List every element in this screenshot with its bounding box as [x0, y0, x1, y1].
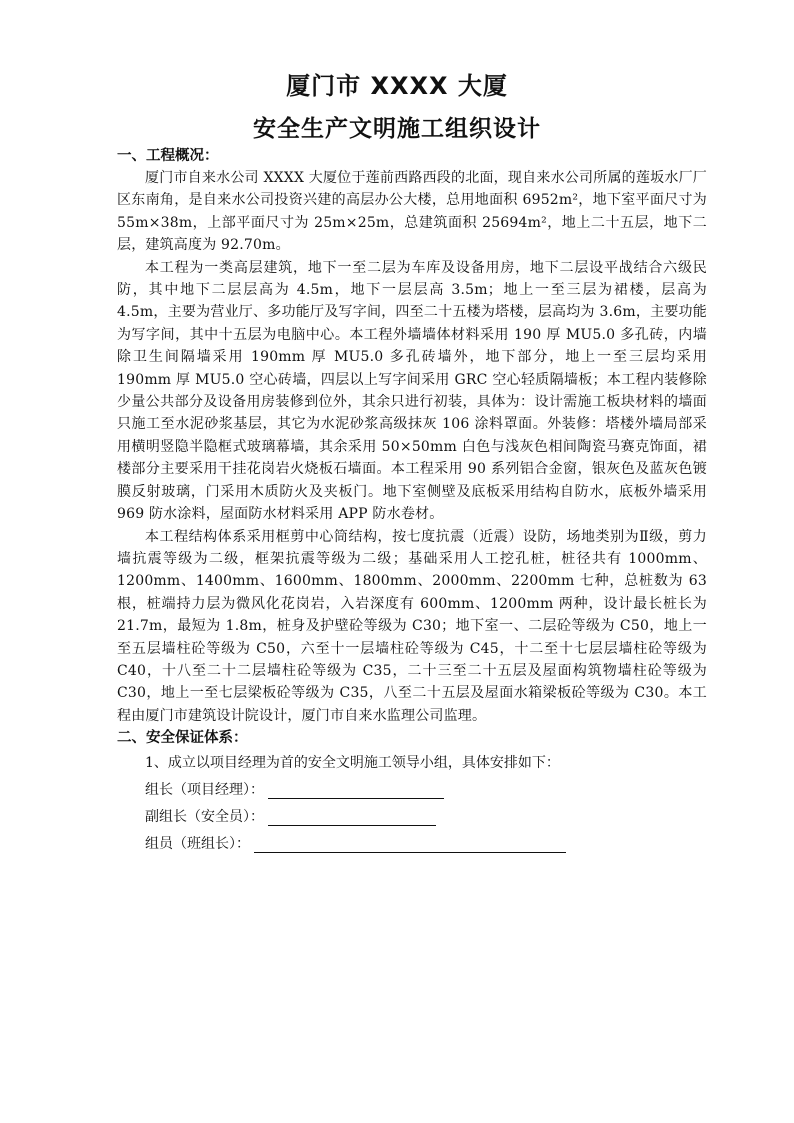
overview-paragraph-1: 厦门市自来水公司 XXXX 大厦位于莲前西路西段的北面，现自来水公司所属的莲坂水厂厂区东南角，是自来水公司投资兴建的高层办公大楼，总用地面积 6952m²，地下室平面尺寸为 55m×38m，上部平面尺寸为 25m×25m，总建筑面积 25694m²，地上二十五层，地下二层，建筑高度为 92.70m。 — [117, 170, 707, 254]
section-heading-overview: 一、工程概况： — [117, 148, 219, 164]
field-members — [117, 831, 707, 858]
document-subtitle: 安全生产文明施工组织设计 — [253, 116, 541, 142]
overview-paragraph-3: 本工程结构体系采用框剪中心筒结构，按七度抗震（近震）设防，场地类别为Ⅱ级，剪力墙抗震等级为二级，框架抗震等级为二级；基础采用人工挖孔桩，桩径共有 1000mm、1200mm、1400mm、1600mm、1800mm、2000mm、2200mm 七种，总桩数为 63 根，桩端持力层为微风化花岗岩，入岩深度有 600mm、1200mm 两种，设计最长桩长为 21.7m，最短为 1.8m，桩身及护壁砼等级为 C30；地下室一、二层砼等级为 C50，地上一至五层墙柱砼等级为 C50，六至十一层墙柱砼等级为 C45，十二至十七层层墙柱砼等级为 C40，十八至二十二层墙柱砼等级为 C35，二十三至二十五层及屋面构筑物墙柱砼等级为 C30，地上一至七层梁板砼等级为 C35，八至二十五层及屋面水箱梁板砼等级为 C30。本工程由厦门市建筑设计院设计，厦门市自来水监理公司监理。 — [117, 528, 707, 724]
field-label-group-leader: 组长（项目经理）： — [145, 782, 264, 799]
deputy-leader-blank[interactable] — [268, 807, 436, 826]
document-body — [117, 145, 707, 858]
field-label-members: 组员（班组长）： — [145, 836, 250, 853]
overview-paragraph-2: 本工程为一类高层建筑，地下一至二层为车库及设备用房，地下二层设平战结合六级民防，其中地下二层层高为 4.5m，地下一层层高 3.5m；地上一至三层为裙楼，层高为 4.5m，主要为营业厅、多功能厅及写字间，四至二十五楼为塔楼，层高均为 3.6m，主要功能为写字间，其中十五层为电脑中心。本工程外墙墙体材料采用 190 厚 MU5.0 多孔砖，内墙除卫生间隔墙采用 190mm 厚 MU5.0 多孔砖墙外，地下部分，地上一至三层均采用 190mm 厚 MU5.0 空心砖墙，四层以上写字间采用 GRC 空心轻质隔墙板；本工程内装修除少量公共部分及设备用房装修到位外，其余只进行初装，具体为：设计需施工板块材料的墙面只施工至水泥砂浆基层，其它为水泥砂浆高级抹灰 106 涂料罩面。外装修：塔楼外墙局部采用横明竖隐半隐框式玻璃幕墙，其余采用 50×50mm 白色与浅灰色相间陶瓷马赛克饰面，裙楼部分主要采用干挂花岗岩火烧板石墙面。本工程采用 90 系列铝合金窗，银灰色及蓝灰色镀膜反射玻璃，门采用木质防火及夹板门。地下室侧壁及底板采用结构自防水，底板外墙采用 969 防水涂料，屋面防水材料采用 APP 防水卷材。 — [117, 259, 707, 523]
field-group-leader — [117, 777, 707, 804]
section-heading-safety-system: 二、安全保证体系： — [117, 730, 248, 747]
document-title: 厦门市 XXXX 大厦 — [286, 72, 508, 100]
members-blank[interactable] — [254, 834, 566, 853]
group-leader-blank[interactable] — [268, 780, 444, 799]
field-deputy-leader — [117, 804, 707, 831]
field-label-deputy-leader: 副组长（安全员）： — [145, 809, 264, 826]
safety-item-1: 1、成立以项目经理为首的安全文明施工领导小组，具体安排如下： — [145, 755, 560, 772]
